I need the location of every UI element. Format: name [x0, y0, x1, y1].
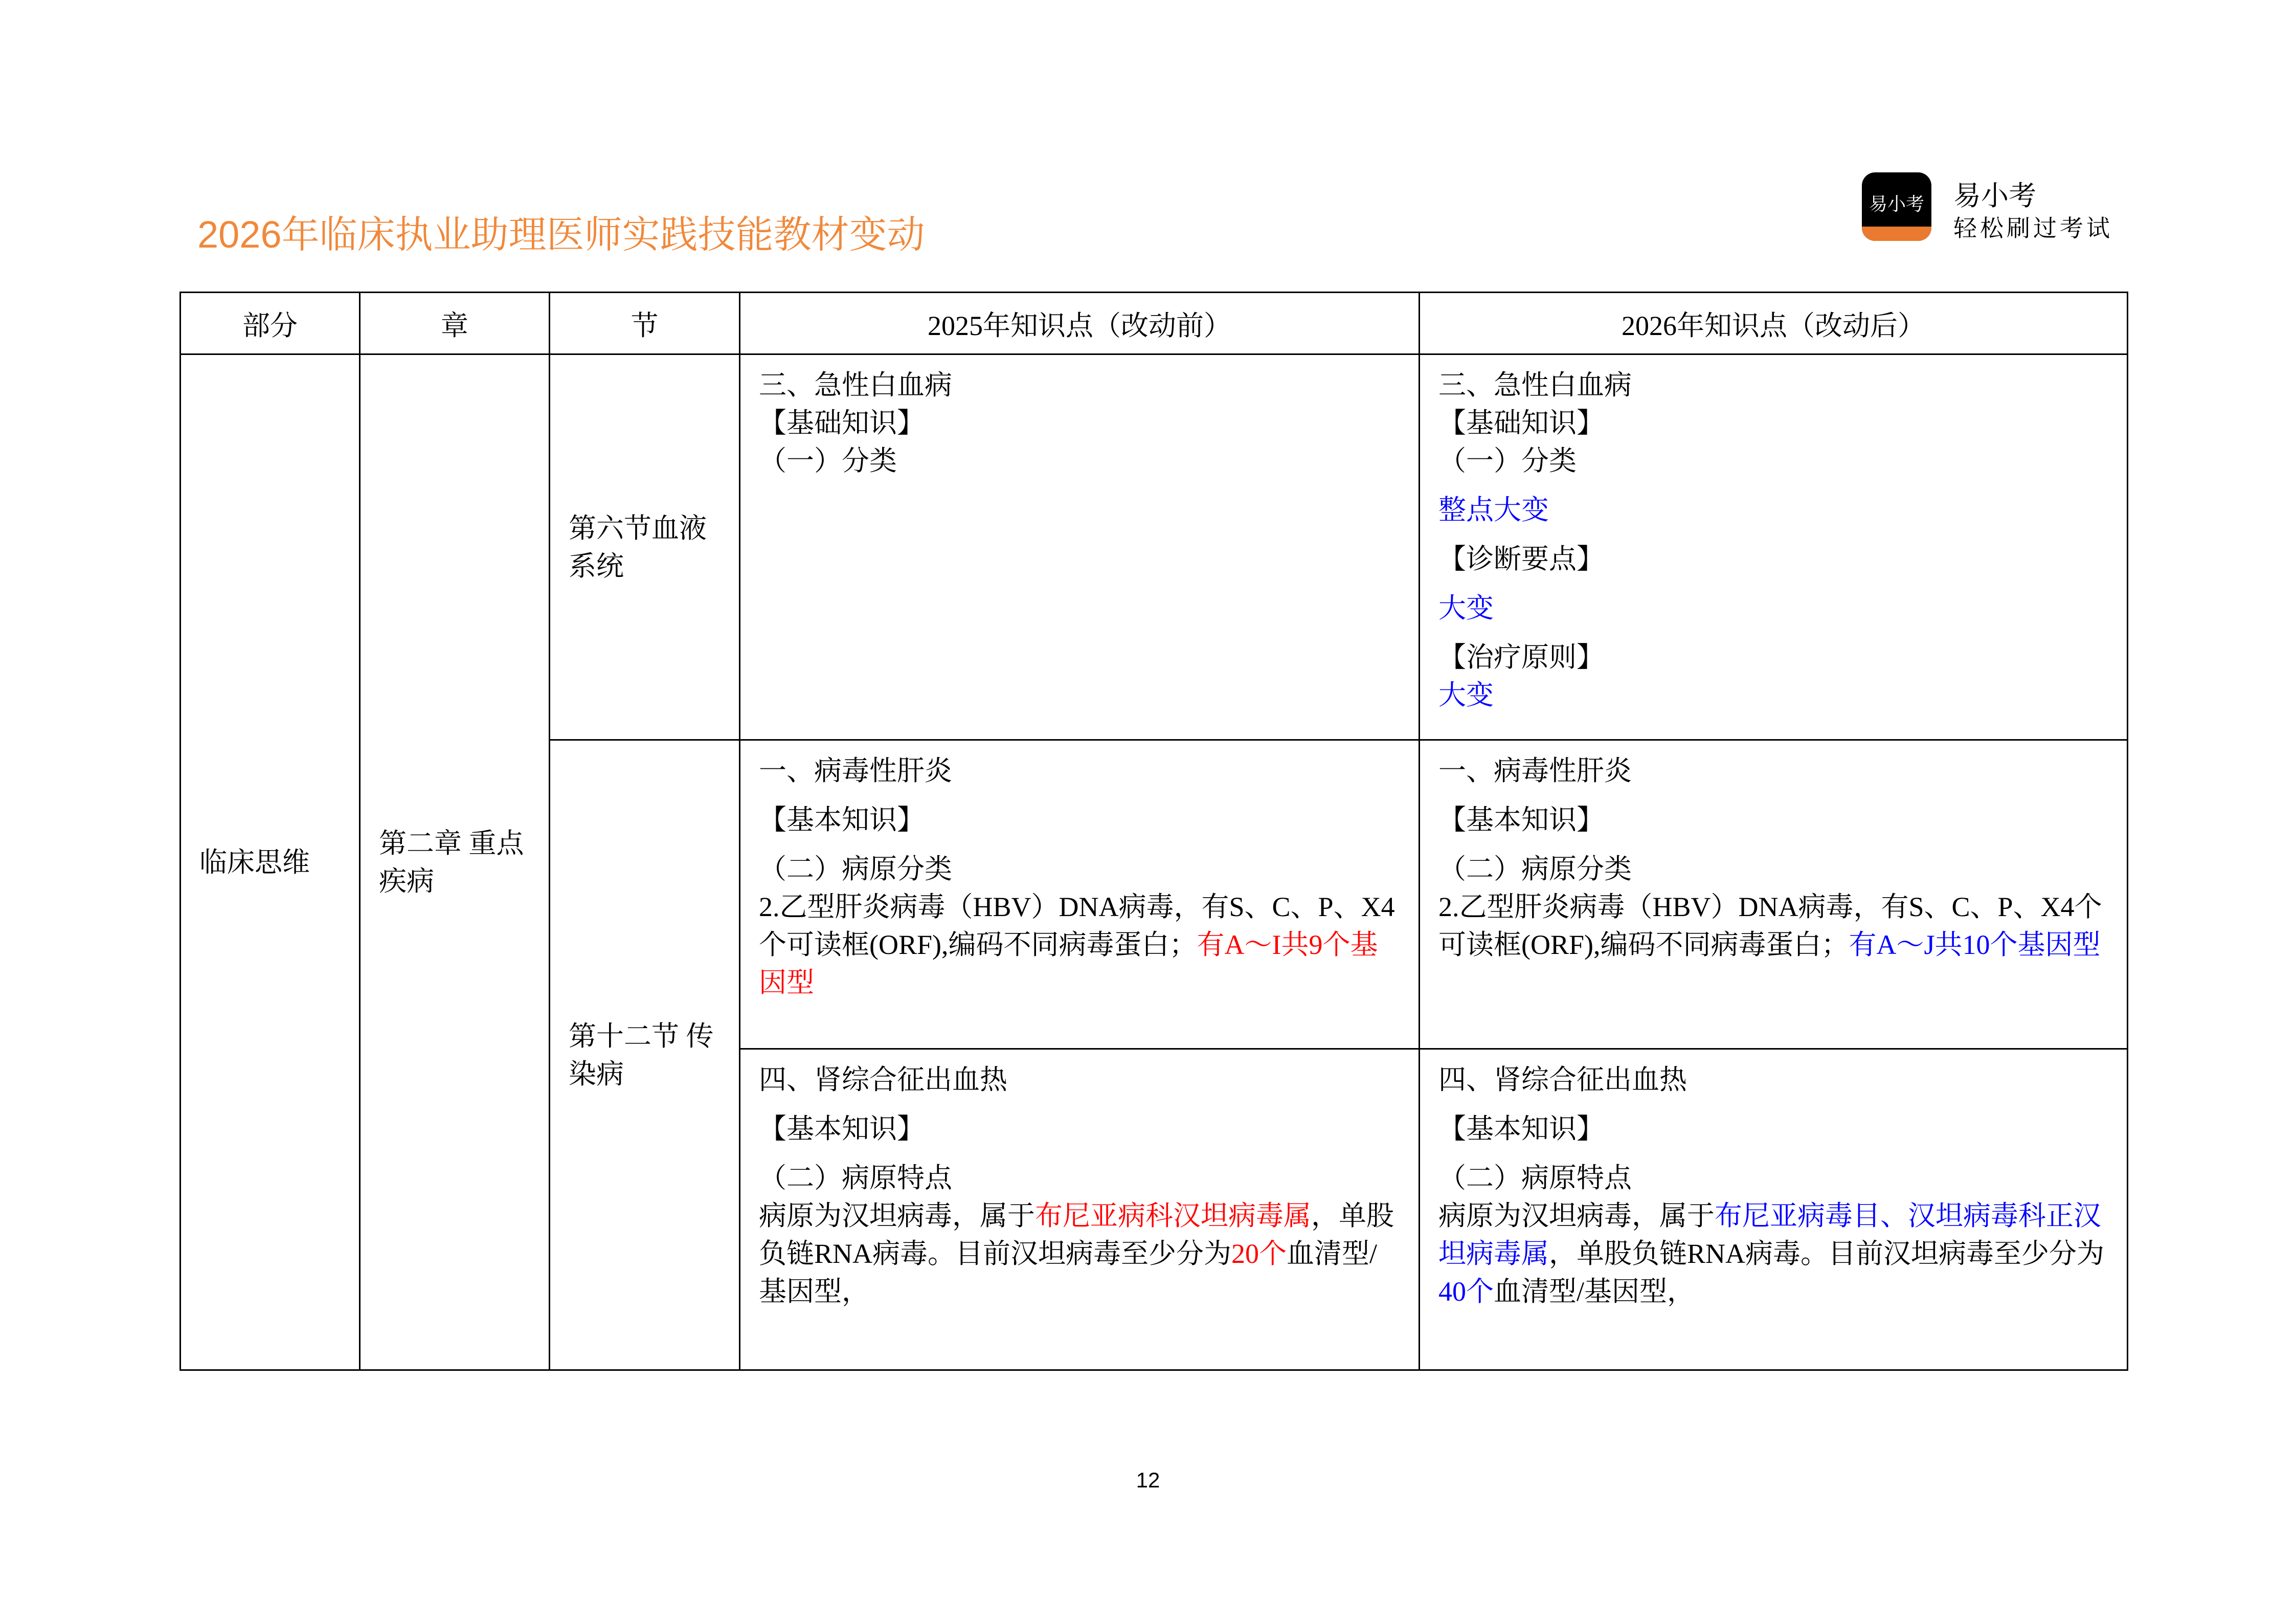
subheading: （一）分类 — [1438, 446, 1577, 476]
changes-table — [179, 292, 2128, 1371]
header-part: 部分 — [181, 293, 360, 354]
before-cell — [740, 740, 1420, 1049]
subheading: 【基础知识】 — [1438, 408, 1604, 438]
subheading: （二）病原特点 — [759, 1163, 952, 1193]
text: ，单股负链RNA病毒。目前汉坦病毒至少分为 — [1549, 1238, 2105, 1269]
text: ，单股负链RNA病毒。目前汉坦病毒至少分为 — [759, 1200, 1394, 1269]
heading: 四、肾综合征出血热 — [759, 1064, 1007, 1095]
header-after: 2026年知识点（改动后） — [1420, 293, 2128, 354]
header-chapter: 章 — [360, 293, 550, 354]
paragraph — [759, 888, 1400, 1002]
text: 血清型/基因型， — [759, 1238, 1378, 1307]
added-text: 40个 — [1438, 1276, 1494, 1307]
added-text: 大变 — [1438, 593, 1494, 624]
brand-name: 易小考 — [1953, 180, 2036, 212]
subheading: 【基础知识】 — [759, 408, 925, 438]
page-title: 2026年临床执业助理医师实践技能教材变动 — [197, 213, 925, 256]
heading: 三、急性白血病 — [759, 370, 952, 401]
heading: 四、肾综合征出血热 — [1438, 1064, 1687, 1095]
text: 病原为汉坦病毒，属于 — [759, 1200, 1035, 1231]
section-text: 第十二节 传染病 — [569, 1020, 714, 1089]
subheading: （一）分类 — [759, 446, 897, 476]
subheading: 【治疗原则】 — [1438, 642, 1604, 673]
chapter-cell — [360, 354, 550, 1370]
added-text: 布尼亚病毒目、汉坦病毒科正汉坦病毒属 — [1438, 1200, 2101, 1269]
subheading: （二）病原分类 — [1438, 854, 1632, 884]
subheading: 【诊断要点】 — [1438, 544, 1604, 574]
brand-slogan: 轻松刷过考试 — [1953, 214, 2113, 242]
before-cell — [740, 354, 1420, 740]
subheading: 【基本知识】 — [1438, 1114, 1604, 1144]
paragraph — [759, 1197, 1400, 1310]
header-section: 节 — [550, 293, 740, 354]
part-text: 临床思维 — [199, 847, 310, 878]
text: 2.乙型肝炎病毒（HBV）DNA病毒，有S、C、P、X4个可读框(ORF),编码不同病毒蛋白； — [1438, 892, 2102, 960]
heading: 三、急性白血病 — [1438, 370, 1632, 401]
removed-text: 布尼亚病科汉坦病毒属 — [1035, 1200, 1311, 1231]
after-cell — [1420, 1049, 2128, 1370]
table-header-row — [181, 293, 2128, 354]
heading: 一、病毒性肝炎 — [759, 755, 952, 786]
text: 2.乙型肝炎病毒（HBV）DNA病毒，有S、C、P、X4个可读框(ORF),编码不同病毒蛋白； — [759, 892, 1395, 960]
heading: 一、病毒性肝炎 — [1438, 755, 1632, 786]
after-cell — [1420, 354, 2128, 740]
text: 病原为汉坦病毒，属于 — [1438, 1200, 1715, 1231]
added-text: 有A～J共10个基因型 — [1849, 929, 2101, 960]
table-row — [181, 354, 2128, 740]
header-before: 2025年知识点（改动前） — [740, 293, 1420, 354]
chapter-text: 第二章 重点疾病 — [379, 828, 524, 897]
logo-band — [1862, 227, 1931, 241]
subheading: 【基本知识】 — [759, 1114, 925, 1144]
added-text: 大变 — [1438, 680, 1494, 710]
before-cell — [740, 1049, 1420, 1370]
text: 血清型/基因型， — [1494, 1276, 1695, 1307]
removed-text: 有A～I共9个基因型 — [759, 929, 1378, 998]
section-text: 第六节血液系统 — [569, 513, 707, 582]
logo-icon — [1862, 172, 1931, 241]
subheading: （二）病原分类 — [759, 854, 952, 884]
paragraph — [1438, 888, 2108, 964]
page-number: 12 — [1136, 1468, 1160, 1492]
subheading: 【基本知识】 — [759, 805, 925, 835]
logo-icon-text: 易小考 — [1869, 194, 1924, 215]
section-cell — [550, 354, 740, 740]
subheading: （二）病原特点 — [1438, 1163, 1632, 1193]
added-text: 整点大变 — [1438, 495, 1549, 525]
subheading: 【基本知识】 — [1438, 805, 1604, 835]
section-cell — [550, 740, 740, 1370]
after-cell — [1420, 740, 2128, 1049]
removed-text: 20个 — [1231, 1238, 1287, 1269]
part-cell — [181, 354, 360, 1370]
paragraph — [1438, 1197, 2108, 1310]
